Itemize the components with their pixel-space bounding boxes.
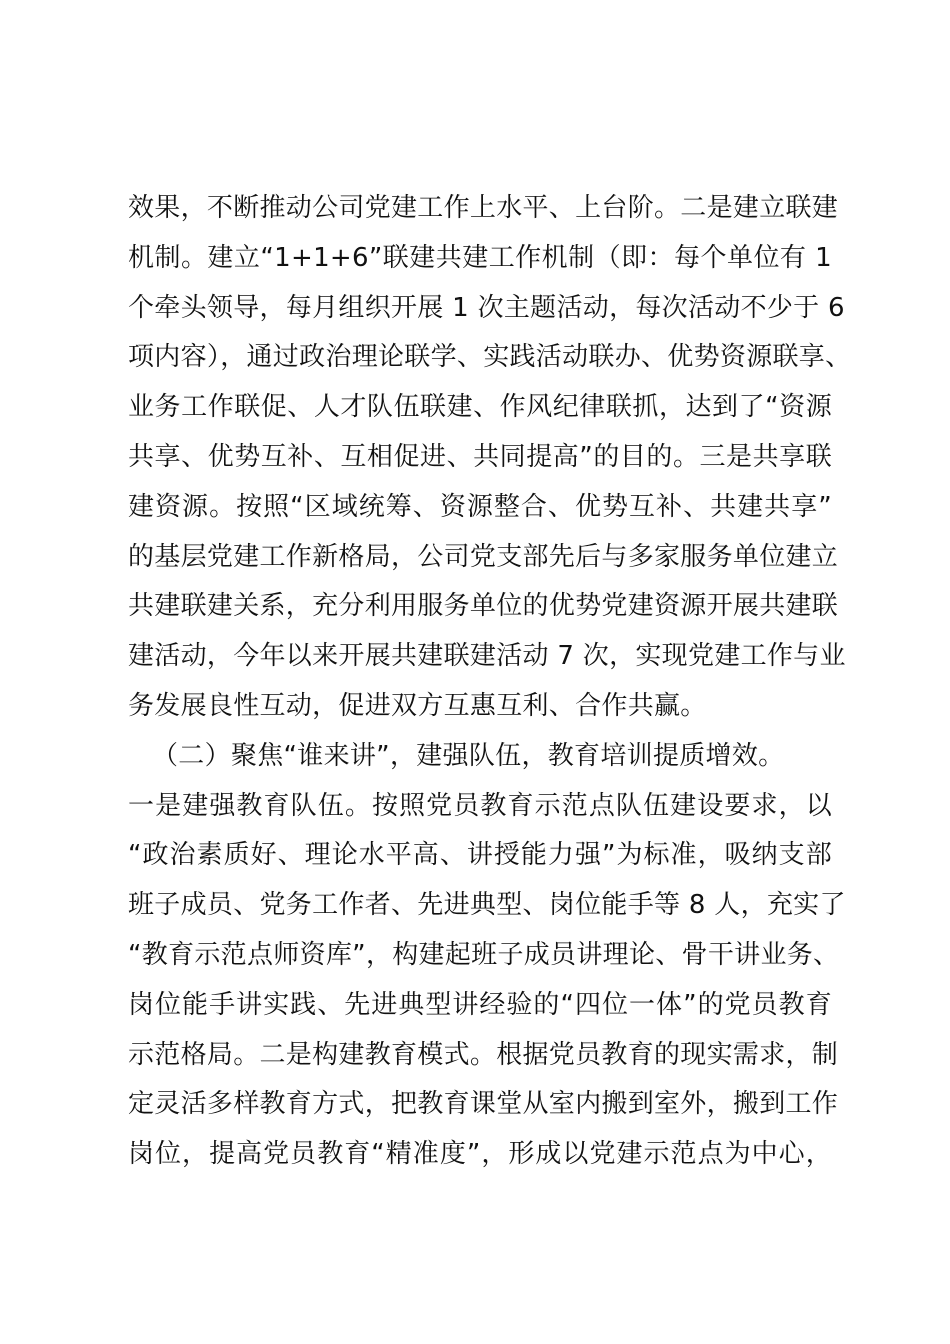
text-line: 岗位能手讲实践、先进典型讲经验的“四位一体”的党员教育 xyxy=(128,989,832,1020)
text-line: 岗位，提高党员教育“精准度”，形成以党建示范点为中心， xyxy=(128,1139,832,1170)
text-line: 共建联建关系，充分利用服务单位的优势党建资源开展共建联 xyxy=(128,591,839,622)
text-line: 班子成员、党务工作者、先进典型、岗位能手等 8 人，充实了 xyxy=(128,890,846,921)
text-line: 建活动，今年以来开展共建联建活动 7 次，实现党建工作与业 xyxy=(128,641,846,672)
text-line: 项内容），通过政治理论联学、实践活动联办、优势资源联享、 xyxy=(128,342,852,373)
section-heading: （二）聚焦“谁来讲”，建强队伍，教育培训提质增效。 xyxy=(152,740,785,771)
text-line: 机制。建立“1+1+6”联建共建工作机制（即：每个单位有 1 xyxy=(128,242,832,273)
text-line: 务发展良性互动，促进双方互惠互利、合作共赢。 xyxy=(128,690,707,721)
text-line: “政治素质好、理论水平高、讲授能力强”为标准，吸纳支部 xyxy=(128,840,832,871)
document-body xyxy=(128,184,852,1180)
text-line: 一是建强教育队伍。按照党员教育示范点队伍建设要求，以 xyxy=(128,790,832,821)
text-line: 建资源。按照“区域统筹、资源整合、优势互补、共建共享” xyxy=(128,491,832,522)
text-line: 的基层党建工作新格局，公司党支部先后与多家服务单位建立 xyxy=(128,541,839,572)
text-line: 业务工作联促、人才队伍联建、作风纪律联抓，达到了“资源 xyxy=(128,392,832,423)
text-line: 个牵头领导，每月组织开展 1 次主题活动，每次活动不少于 6 xyxy=(128,292,845,323)
text-line: 共享、优势互补、互相促进、共同提高”的目的。三是共享联 xyxy=(128,441,832,472)
text-line: 定灵活多样教育方式，把教育课堂从室内搬到室外，搬到工作 xyxy=(128,1089,839,1120)
text-line: “教育示范点师资库”，构建起班子成员讲理论、骨干讲业务、 xyxy=(128,939,840,970)
text-line: 效果，不断推动公司党建工作上水平、上台阶。二是建立联建 xyxy=(128,193,839,223)
text-line: 示范格局。二是构建教育模式。根据党员教育的现实需求，制 xyxy=(128,1039,839,1070)
